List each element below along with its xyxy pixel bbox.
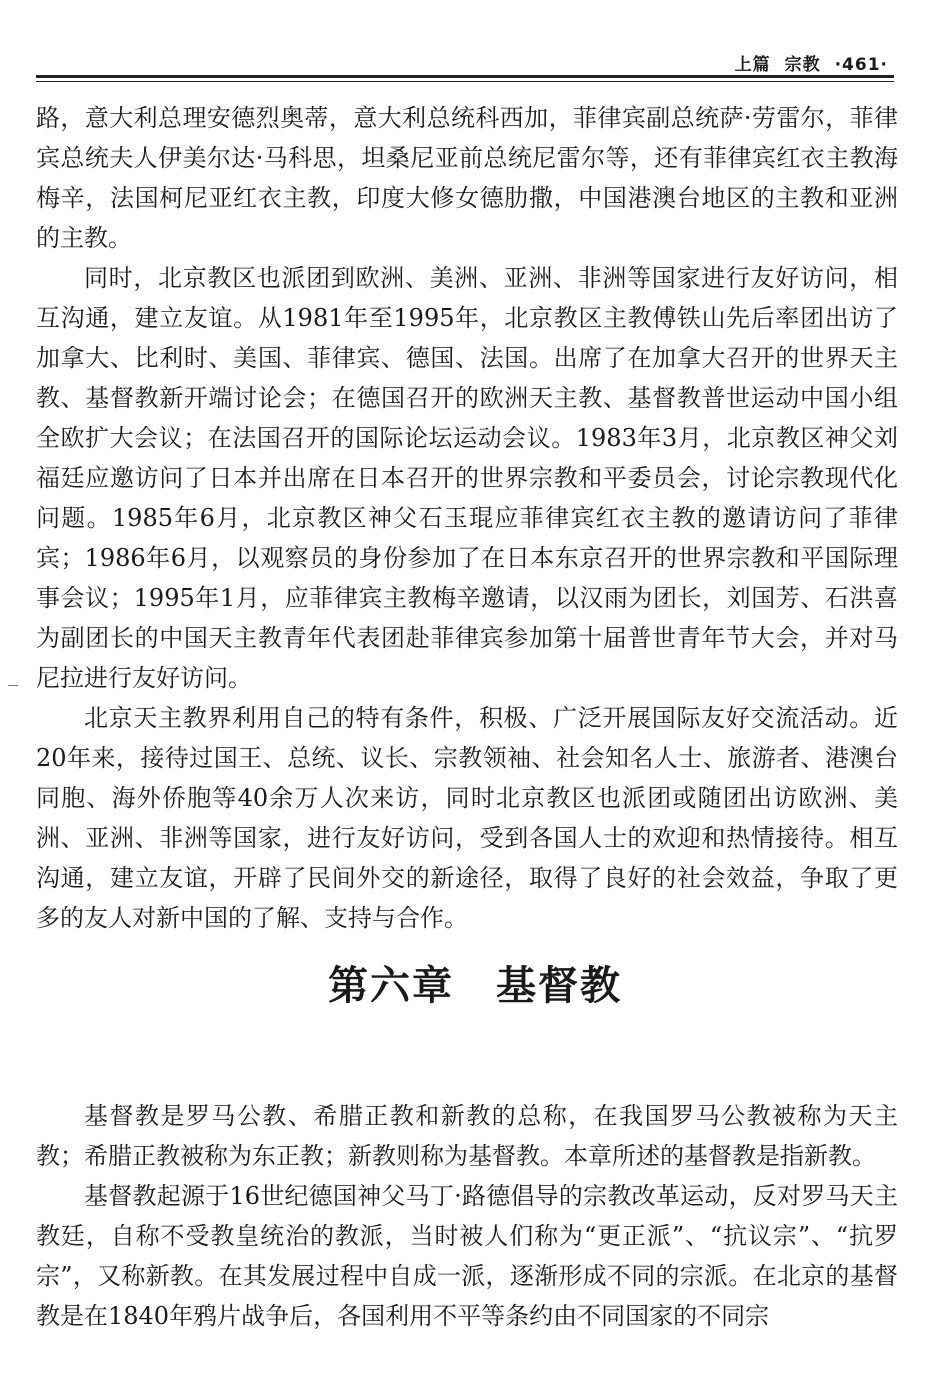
header-rule-thin xyxy=(36,81,894,82)
paragraph: 基督教起源于16世纪德国神父马丁·路德倡导的宗教改革运动，反对罗马天主教廷，自称不受教皇统治的教派，当时被人们称为“更正派”、“抗议宗”、“抗罗宗”，又称新教。在其发展过程中自成一派，逐渐形成不同的宗派。在北京的基督教是在1840年鸦片战争后，各国利用不平等条约由不同国家的不同宗 xyxy=(36,1182,898,1330)
paragraph: 北京天主教界利用自己的特有条件，积极、广泛开展国际友好交流活动。近20年来，接待过国王、总统、议长、宗教领袖、社会知名人士、旅游者、港澳台同胞、海外侨胞等40余万人次来访，同时北京教区也派团或随团出访欧洲、美洲、亚洲、非洲等国家，进行友好访问，受到各国人士的欢迎和热情接待。相互沟通，建立友谊，开辟了民间外交的新途径，取得了良好的社会效益，争取了更多的友人对新中国的了解、支持与合作。 xyxy=(36,704,898,932)
header-text xyxy=(735,50,888,75)
header-part: 上篇 xyxy=(734,55,771,75)
scan-mark xyxy=(8,685,18,686)
paragraph-continued: 路，意大利总理安德烈奥蒂，意大利总统科西加，菲律宾副总统萨·劳雷尔，菲律宾总统夫人伊美尔达·马科思，坦桑尼亚前总统尼雷尔等，还有菲律宾红衣主教海梅辛，法国柯尼亚红衣主教，印度大修女德肋撒，中国港澳台地区的主教和亚洲的主教。 xyxy=(36,104,898,252)
chapter-title: 第六章 基督教 xyxy=(328,962,622,1009)
running-header xyxy=(36,44,894,80)
paragraph: 基督教是罗马公教、希腊正教和新教的总称，在我国罗马公教被称为天主教；希腊正教被称为东正教；新教则称为基督教。本章所述的基督教是指新教。 xyxy=(36,1102,898,1170)
page-number: ·461· xyxy=(834,55,888,75)
body-text-top xyxy=(36,98,898,938)
paragraph: 同时，北京教区也派团到欧洲、美洲、亚洲、非洲等国家进行友好访问，相互沟通，建立友谊。从1981年至1995年，北京教区主教傅铁山先后率团出访了加拿大、比利时、美国、菲律宾、德国、法国。出席了在加拿大召开的世界天主教、基督教新开端讨论会；在德国召开的欧洲天主教、基督教普世运动中国小组全欧扩大会议；在法国召开的国际论坛运动会议。1983年3月，北京教区神父刘福廷应邀访问了日本并出席在日本召开的世界宗教和平委员会，讨论宗教现代化问题。1985年6月，北京教区神父石玉琨应菲律宾红衣主教的邀请访问了菲律宾；1986年6月，以观察员的身份参加了在日本东京召开的世界宗教和平国际理事会议；1995年1月，应菲律宾主教梅辛邀请，以汉雨为团长，刘国芳、石洪喜为副团长的中国天主教青年代表团赴菲律宾参加第十届普世青年节大会，并对马尼拉进行友好访问。 xyxy=(36,264,898,692)
header-section: 宗教 xyxy=(784,55,821,75)
header-rule-thick xyxy=(36,75,894,78)
body-text-bottom xyxy=(36,1096,898,1336)
